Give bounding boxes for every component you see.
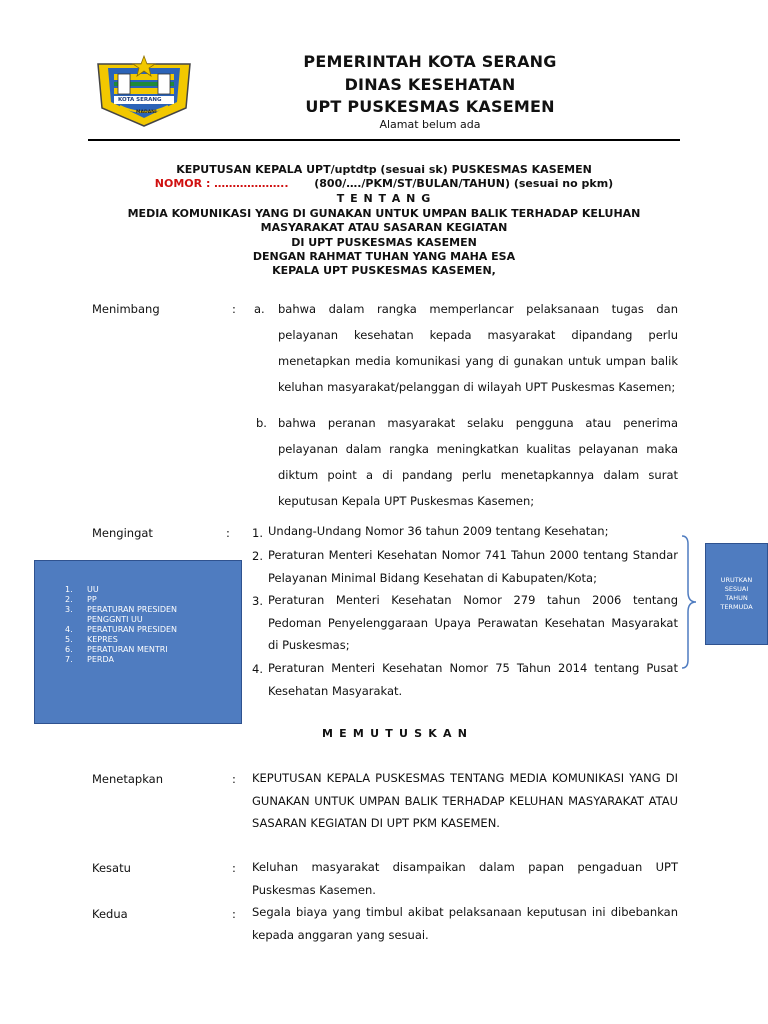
legal-hierarchy-list (65, 585, 177, 665)
subject-line-2: MASYARAKAT ATAU SASARAN KEGIATAN (260, 221, 508, 234)
sort-note-line: TAHUN (725, 594, 748, 602)
kesatu-colon: : (232, 861, 236, 875)
list-item: 7. PERDA (65, 655, 114, 664)
sort-note-box (705, 543, 768, 645)
rahmat-line: DENGAN RAHMAT TUHAN YANG MAHA ESA (252, 250, 516, 263)
menimbang-item-b: bahwa peranan masyarakat selaku pengguna atau penerima pelayanan dalam rangka meningkatkan kualitas pelayanan maka diktum point a di pandang perlu menetapkannya dalam surat keputusan Kepala UPT Puskesmas Kasemen; (278, 416, 678, 508)
decree-title: KEPUTUSAN KEPALA UPT/uptdtp (sesuai sk) PUSKESMAS KASEMEN (176, 163, 592, 176)
menimbang-label: Menimbang (92, 302, 160, 316)
logo-motto: MADANI (136, 110, 157, 115)
list-item: 4. PERATURAN PRESIDEN (65, 625, 178, 634)
menimbang-marker-b: b. (256, 416, 267, 430)
subject-line-1: MEDIA KOMUNIKASI YANG DI GUNAKAN UNTUK UMPAN BALIK TERHADAP KELUHAN (127, 207, 641, 220)
list-item: 6. PERATURAN MENTRI (65, 645, 168, 654)
city-emblem-icon (94, 52, 194, 128)
sort-note-line: TERMUDA (720, 603, 753, 611)
list-item: 1. UU (65, 585, 99, 594)
nomor-value: (800/…./PKM/ST/BULAN/TAHUN) (sesuai no pkm) (314, 177, 614, 190)
header-line-1: PEMERINTAH KOTA SERANG (303, 52, 557, 71)
header-line-2: DINAS KESEHATAN (344, 75, 516, 94)
kedua-label: Kedua (92, 907, 128, 921)
mengingat-item-1: Undang-Undang Nomor 36 tahun 2009 tentang Kesehatan; (268, 524, 609, 538)
list-item: 5. KEPRES (65, 635, 118, 644)
sort-note-line: URUTKAN (720, 576, 753, 584)
menimbang-marker-a: a. (254, 302, 265, 316)
menimbang-colon: : (232, 302, 236, 316)
header-divider (88, 139, 680, 141)
tentang-heading: T E N T A N G (336, 192, 432, 205)
mengingat-item-3: Peraturan Menteri Kesehatan Nomor 279 tahun 2006 tentang Pedoman Penyelenggaraan Upaya Perawatan Kesehatan Masyarakat di Puskesmas; (268, 593, 678, 652)
mengingat-marker-3: 3. (252, 594, 263, 608)
header-line-3: UPT PUSKESMAS KASEMEN (305, 97, 555, 116)
mengingat-colon: : (226, 526, 230, 540)
decree-number (40, 177, 728, 190)
right-brace-icon (680, 534, 702, 670)
list-item: 2. PP (65, 595, 97, 604)
sort-note-line: SESUAI (724, 585, 749, 593)
menetapkan-colon: : (232, 772, 236, 786)
memutuskan-heading: M E M U T U S K A N (322, 727, 469, 740)
mengingat-marker-1: 1. (252, 526, 263, 540)
kedua-text: Segala biaya yang timbul akibat pelaksanaan keputusan ini dibebankan kepada anggaran yang sesuai. (252, 905, 678, 942)
legal-hierarchy-callout (34, 560, 242, 724)
logo-text: KOTA SERANG (118, 97, 162, 103)
mengingat-marker-2: 2. (252, 549, 263, 563)
nomor-label: NOMOR : ……………….. (154, 177, 289, 190)
menetapkan-label: Menetapkan (92, 772, 164, 786)
kesatu-label: Kesatu (92, 861, 131, 875)
mengingat-label: Mengingat (92, 526, 153, 540)
subject-line-3: DI UPT PUSKESMAS KASEMEN (291, 236, 477, 249)
city-logo (94, 52, 194, 128)
list-item: 3. PERATURAN PRESIDEN (65, 605, 178, 614)
kepala-line: KEPALA UPT PUSKESMAS KASEMEN, (272, 264, 496, 277)
mengingat-item-2: Peraturan Menteri Kesehatan Nomor 741 Tahun 2000 tentang Standar Pelayanan Minimal Bidang Kesehatan di Kabupaten/Kota; (268, 548, 678, 585)
mengingat-item-4: Peraturan Menteri Kesehatan Nomor 75 Tahun 2014 tentang Pusat Kesehatan Masyarakat. (268, 661, 678, 698)
kesatu-text: Keluhan masyarakat disampaikan dalam papan pengaduan UPT Puskesmas Kasemen. (252, 860, 678, 897)
list-item: PENGGNTI UU (87, 615, 143, 624)
menimbang-item-a: bahwa dalam rangka memperlancar pelaksanaan tugas dan pelayanan kesehatan kepada masyarakat dipandang perlu menetapkan media komunikasi yang di gunakan untuk umpan balik keluhan masyarakat/pelanggan di wilayah UPT Puskesmas Kasemen; (278, 302, 678, 394)
mengingat-marker-4: 4. (252, 662, 263, 676)
header-address: Alamat belum ada (379, 118, 481, 131)
menetapkan-text: KEPUTUSAN KEPALA PUSKESMAS TENTANG MEDIA KOMUNIKASI YANG DI GUNAKAN UNTUK UMPAN BALIK TERHADAP KELUHAN MASYARAKAT ATAU SASARAN KEGIATAN DI UPT PKM KASEMEN. (252, 771, 678, 830)
kedua-colon: : (232, 907, 236, 921)
